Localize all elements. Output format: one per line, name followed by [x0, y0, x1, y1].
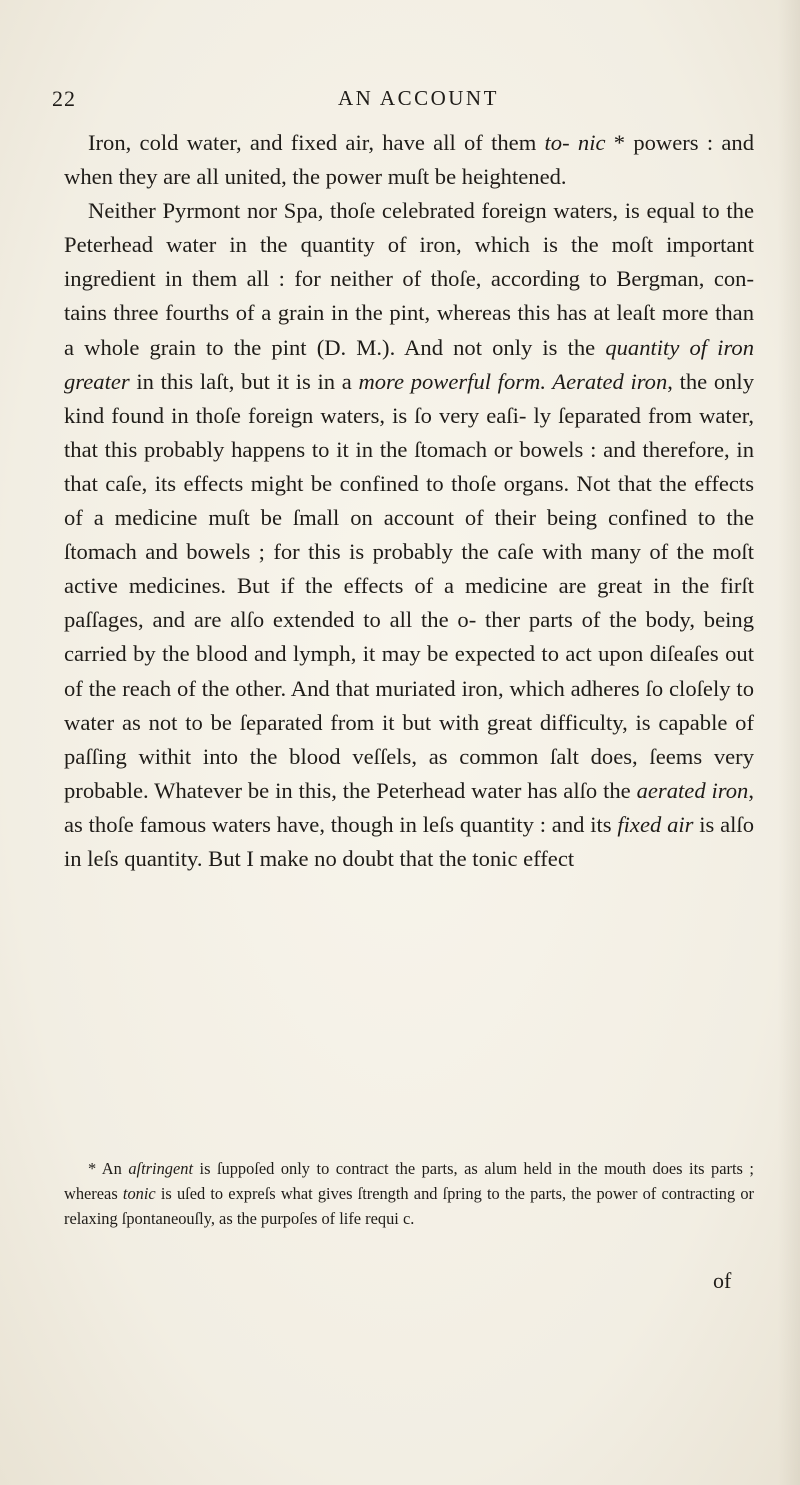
- italic-run: tonic: [122, 1183, 156, 1203]
- text-run: Neither Pyrmont nor Spa, thoſe celebrated foreign waters, is equal to the Peterhead water in the quantity of iron, which is the moſt important ingredient in them all : for neither of thoſe, according to Bergman, con- tains three fourths of a grain in the pint, whereas this has at leaſt more than a whole grain to the pint (D. M.). And not only is the: [64, 198, 754, 360]
- text-run: is alſo in leſs quantity. But I make no doubt that the tonic effect: [64, 811, 754, 871]
- italic-run: quantity of iron greater: [64, 334, 754, 394]
- italic-run: more powerful form. Aerated iron: [358, 368, 668, 394]
- page-number: 22: [52, 86, 76, 111]
- text-run: is uſed to expreſs what gives ſtrength and ſpring to the parts, the power of contracting or relaxing ſpontaneouſly, as the purpoſes of life requi c.: [64, 1183, 755, 1228]
- italic-run: to-: [544, 130, 570, 155]
- running-head: AN ACCOUNT: [338, 86, 499, 110]
- text-run: , the only kind found in thoſe foreign waters, is ſo very eaſi- ly ſeparated from water, that this probably happens to it in the ſtomach or bowels : and therefore, in that caſe, its effects might be confined to thoſe organs. Not that the effects of a medicine muſt be ſmall on account of their being confined to the ſtomach and bowels ; for this is probably the caſe with many of the moſt active medicines. But if the effects of a medicine are great in the firſt paſſages, and are alſo extended to all the o- ther parts of the body, being carried by the blood and lymph, it may be expected to act upon diſeaſes out of the reach of the other. And that muriated iron, which adheres ſo cloſely to water as not to be ſeparated from it but with great difficulty, is capable of paſſing withit into the blood veſſels, as common ſalt does, ſeems very probable. Whatever be in this, the Peterhead water has alſo the: [64, 368, 754, 803]
- paragraph: [64, 126, 754, 194]
- italic-run: aerated iron: [636, 777, 749, 803]
- text-run: [570, 130, 578, 155]
- page-edge-shadow: [778, 0, 800, 1485]
- catchword: of: [713, 1268, 732, 1293]
- footnote: [64, 1157, 754, 1231]
- footnote-text: [64, 1157, 754, 1231]
- text-run: in this laſt, but it is in a: [129, 368, 359, 394]
- text-run: is ſuppoſed only to contract the parts, as alum held in the mouth does its parts ; whereas: [64, 1159, 754, 1203]
- text-run: Iron, cold water, and fixed air, have all of them: [88, 130, 545, 155]
- italic-run: nic: [577, 130, 606, 155]
- page-header: [52, 82, 752, 116]
- text-run: * An: [88, 1159, 129, 1178]
- paragraph: [64, 194, 754, 876]
- body-text: [64, 126, 754, 876]
- text-run: * powers : and when they are all united, the power muſt be heightened.: [64, 130, 754, 190]
- text-run: , as thoſe famous waters have, though in leſs quantity : and its: [64, 777, 754, 837]
- italic-run: aſtringent: [128, 1159, 194, 1178]
- italic-run: fixed air: [617, 811, 694, 837]
